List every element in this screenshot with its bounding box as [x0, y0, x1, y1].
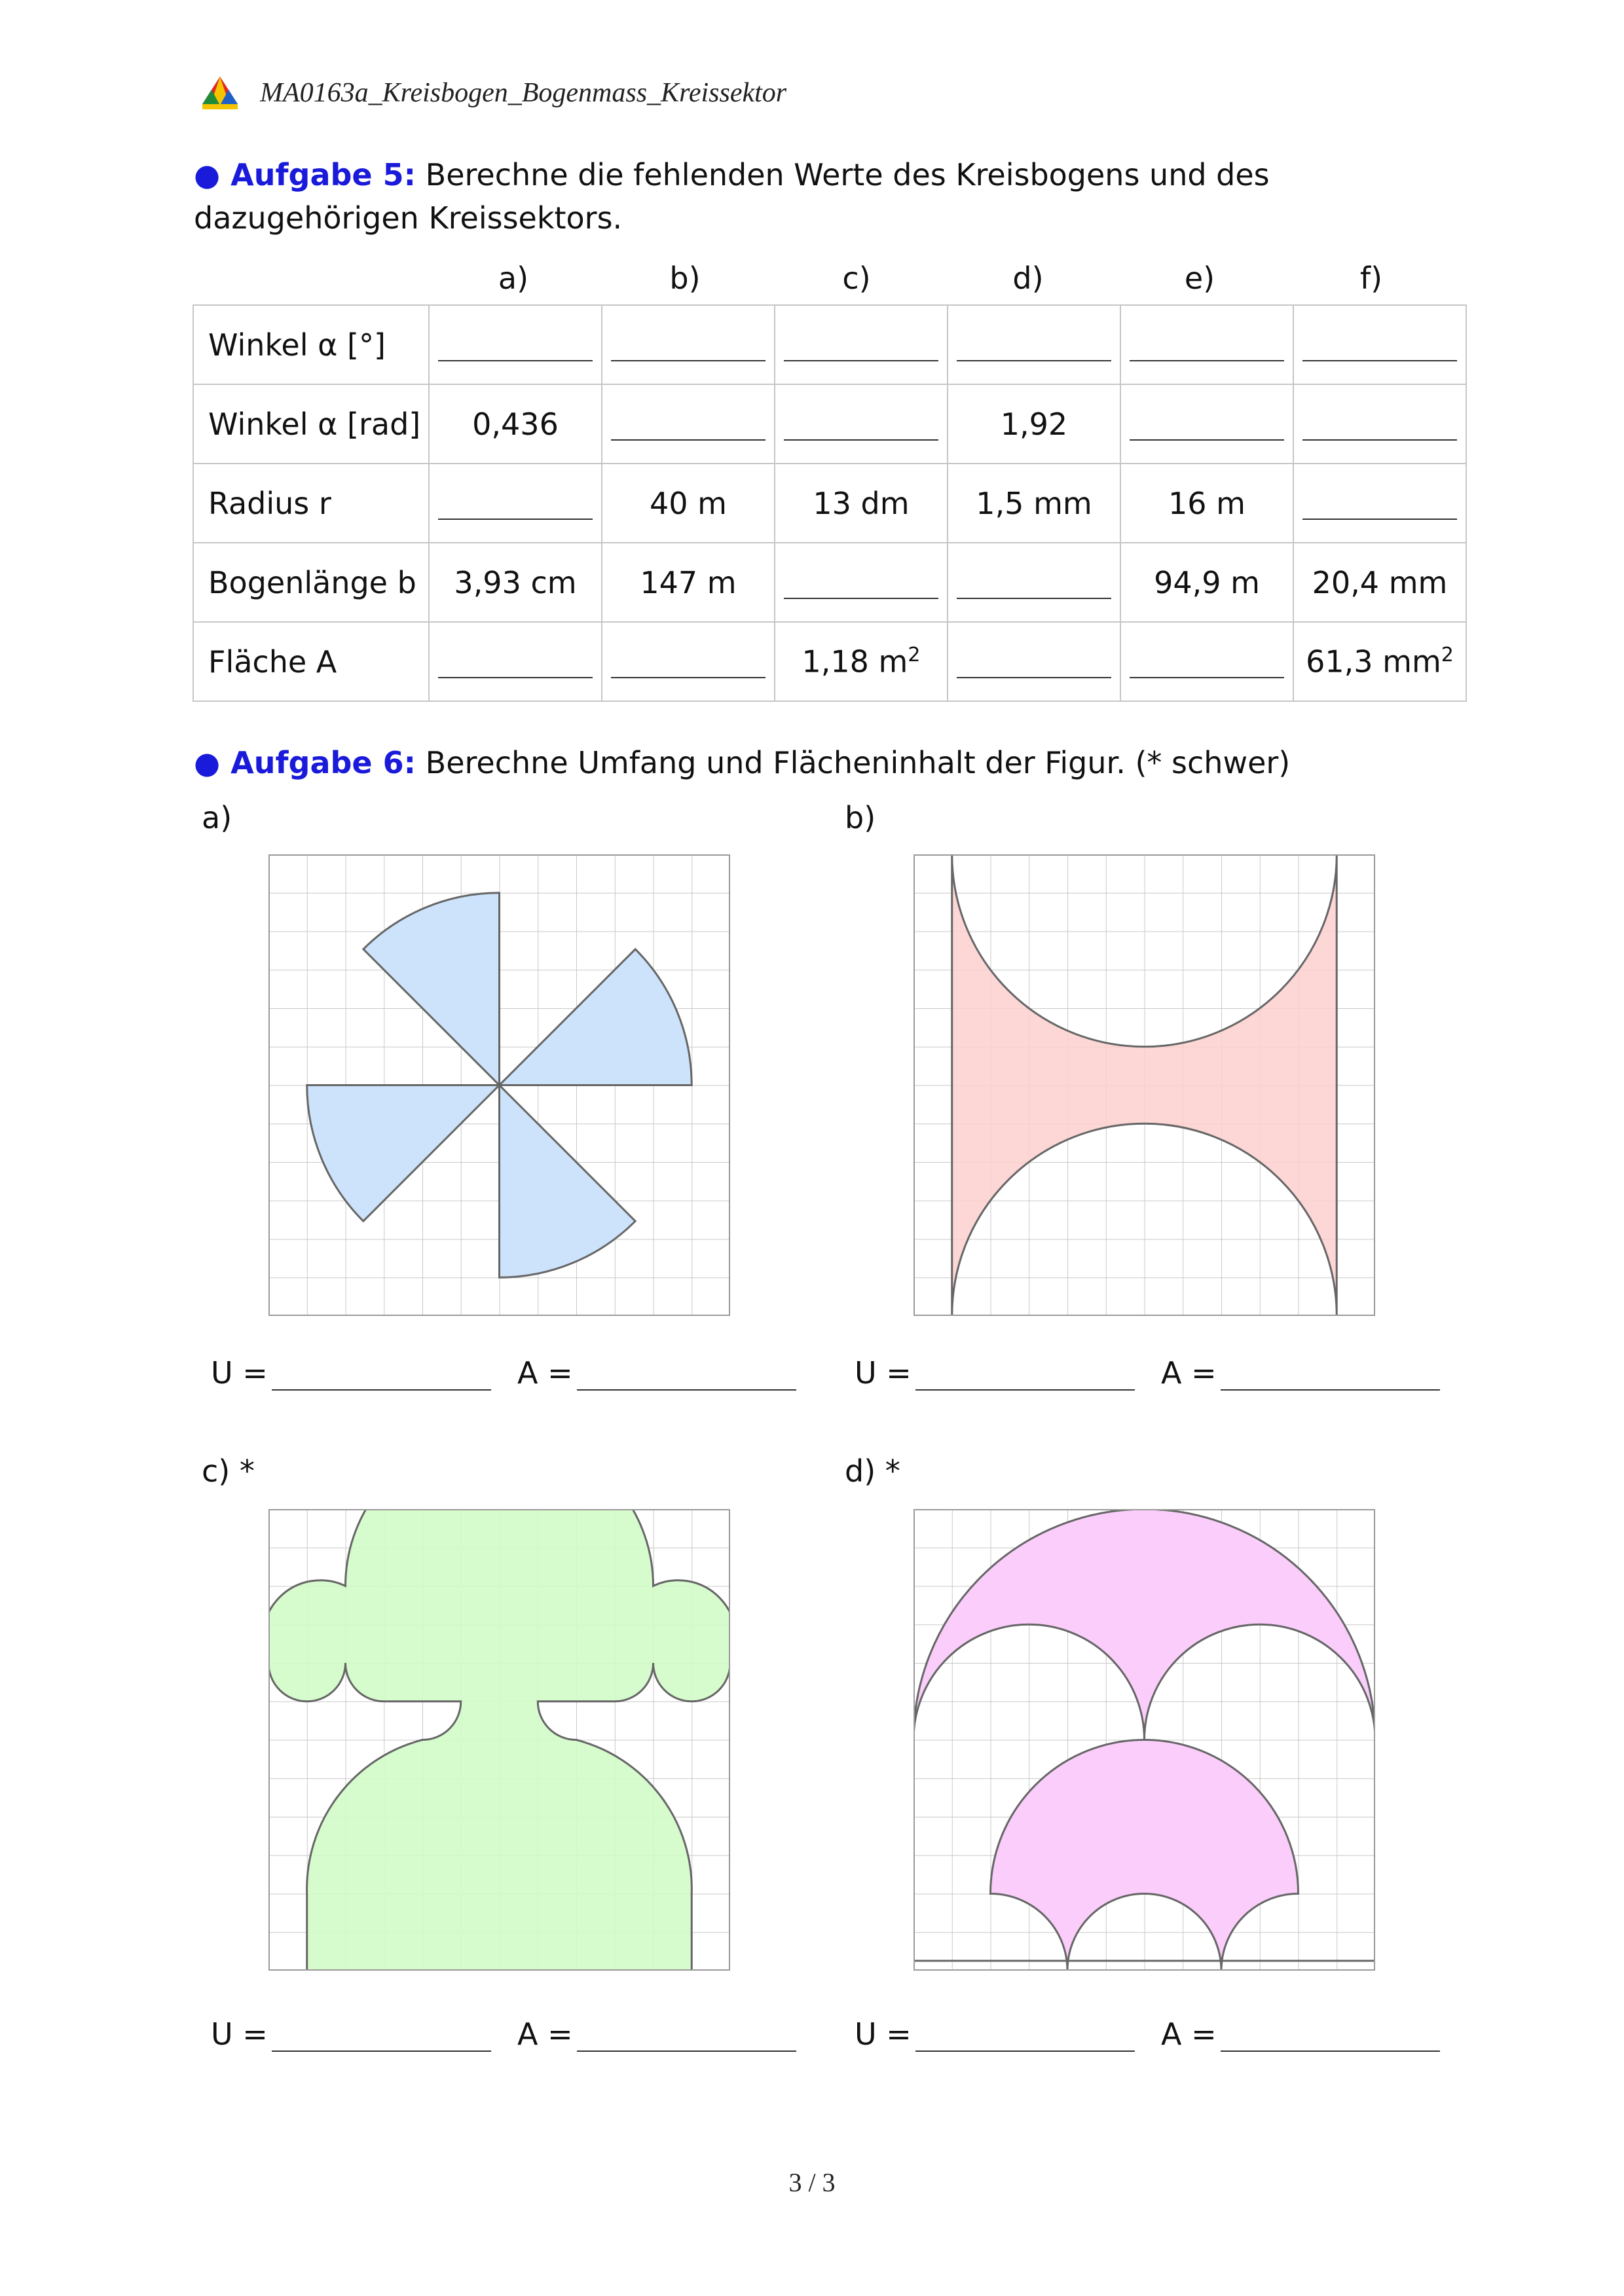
answer-line[interactable] — [915, 1363, 1135, 1391]
blank-cell[interactable] — [775, 543, 948, 622]
answer-c-perimeter[interactable] — [211, 2016, 491, 2052]
figure-d-crescent-shape — [913, 1509, 1375, 1971]
arc-values-table — [193, 304, 1467, 702]
table-row — [193, 622, 1466, 701]
value-cell — [1120, 464, 1293, 543]
page-header — [200, 73, 786, 113]
table-row — [193, 543, 1466, 622]
cell-value: 20,4 mm — [1312, 564, 1448, 600]
blank-answer-line[interactable] — [611, 359, 766, 361]
cell-value: 16 m — [1168, 485, 1246, 521]
area-label: A = — [517, 2016, 573, 2052]
cell-value: 147 m — [640, 564, 737, 600]
figure-c-label: c) * — [202, 1453, 255, 1489]
answer-c-area[interactable] — [517, 2016, 796, 2052]
blank-cell[interactable] — [1120, 384, 1293, 464]
blank-answer-line[interactable] — [784, 438, 938, 441]
row-label: Bogenlänge b — [193, 543, 429, 622]
value-cell — [602, 464, 775, 543]
task5-text: Berechne die fehlenden Werte des Kreisbogens und des dazugehörigen Kreissektors. — [194, 157, 1270, 236]
cell-value: 40 m — [650, 485, 727, 521]
value-cell — [602, 543, 775, 622]
answer-line[interactable] — [577, 1363, 796, 1391]
task6-instruction — [194, 741, 1477, 784]
blank-cell[interactable] — [602, 305, 775, 384]
blank-answer-line[interactable] — [438, 676, 593, 678]
value-cell — [1120, 543, 1293, 622]
answer-line[interactable] — [915, 2024, 1135, 2052]
column-header-a: a) — [498, 261, 529, 296]
blank-cell[interactable] — [1120, 305, 1293, 384]
row-label: Winkel α [°] — [193, 305, 429, 384]
column-header-f: f) — [1359, 261, 1383, 296]
blank-answer-line[interactable] — [1302, 438, 1457, 441]
figure-d-label: d) * — [845, 1453, 900, 1489]
cell-value: 1,18 m — [802, 644, 908, 680]
document-title: MA0163a_Kreisbogen_Bogenmass_Kreissektor — [260, 78, 787, 108]
figure-c-tree-shape — [268, 1509, 730, 1971]
table-row — [193, 464, 1466, 543]
blank-cell[interactable] — [1293, 305, 1466, 384]
value-cell — [775, 622, 948, 701]
value-cell — [948, 384, 1120, 464]
blank-answer-line[interactable] — [957, 676, 1111, 678]
blank-answer-line[interactable] — [957, 596, 1111, 599]
blank-cell[interactable] — [1293, 464, 1466, 543]
answer-line[interactable] — [577, 2024, 796, 2052]
table-row — [193, 305, 1466, 384]
task5-label: ● Aufgabe 5: — [194, 157, 416, 192]
figure-a-label: a) — [202, 800, 232, 835]
answer-a-area[interactable] — [517, 1355, 796, 1391]
page-number: 3 / 3 — [788, 2168, 836, 2197]
blank-cell[interactable] — [429, 464, 602, 543]
answer-line[interactable] — [1221, 1363, 1440, 1391]
cell-value: 94,9 m — [1154, 564, 1260, 600]
blank-cell[interactable] — [948, 305, 1120, 384]
cell-value: 1,92 — [1000, 406, 1068, 442]
blank-cell[interactable] — [775, 305, 948, 384]
blank-cell[interactable] — [429, 622, 602, 701]
blank-cell[interactable] — [948, 622, 1120, 701]
perimeter-label: U = — [855, 1355, 912, 1391]
blank-cell[interactable] — [602, 622, 775, 701]
task6-label: ● Aufgabe 6: — [194, 745, 416, 780]
blank-answer-line[interactable] — [1130, 438, 1284, 441]
superscript: 2 — [1441, 644, 1454, 667]
blank-answer-line[interactable] — [1130, 676, 1284, 678]
perimeter-label: U = — [211, 1355, 268, 1391]
blank-answer-line[interactable] — [438, 359, 593, 361]
value-cell — [948, 464, 1120, 543]
table-row — [193, 384, 1466, 464]
value-cell — [1293, 543, 1466, 622]
cell-value: 0,436 — [472, 406, 559, 442]
value-cell — [1293, 622, 1466, 701]
column-header-d: d) — [1012, 261, 1044, 296]
answer-line[interactable] — [272, 1363, 491, 1391]
figure-a-pinwheel-sectors — [268, 854, 730, 1316]
column-header-b: b) — [669, 261, 701, 296]
answer-d-perimeter[interactable] — [855, 2016, 1135, 2052]
colorful-mountain-logo-icon — [200, 75, 240, 111]
cell-value: 13 dm — [813, 485, 910, 521]
figure-b-label: b) — [845, 800, 876, 835]
row-label: Radius r — [193, 464, 429, 543]
area-label: A = — [1161, 1355, 1217, 1391]
answer-d-area[interactable] — [1161, 2016, 1440, 2052]
blank-answer-line[interactable] — [784, 359, 938, 361]
cell-value: 1,5 mm — [976, 485, 1092, 521]
column-header-c: c) — [842, 261, 871, 296]
cell-value: 3,93 cm — [454, 564, 577, 600]
task6-text: Berechne Umfang und Flächeninhalt der Figur. (* schwer) — [416, 745, 1291, 780]
value-cell — [775, 464, 948, 543]
perimeter-label: U = — [855, 2016, 912, 2052]
answer-b-area[interactable] — [1161, 1355, 1440, 1391]
answer-line[interactable] — [272, 2024, 491, 2052]
blank-answer-line[interactable] — [784, 596, 938, 599]
blank-cell[interactable] — [429, 305, 602, 384]
blank-answer-line[interactable] — [1130, 359, 1284, 361]
superscript: 2 — [908, 644, 921, 667]
perimeter-label: U = — [211, 2016, 268, 2052]
blank-answer-line[interactable] — [438, 517, 593, 520]
blank-cell[interactable] — [1293, 384, 1466, 464]
blank-answer-line[interactable] — [1302, 359, 1457, 361]
blank-answer-line[interactable] — [611, 676, 766, 678]
row-label: Winkel α [rad] — [193, 384, 429, 464]
blank-cell[interactable] — [948, 543, 1120, 622]
answer-line[interactable] — [1221, 2024, 1440, 2052]
figure-b-arc-cutout — [913, 854, 1375, 1316]
blank-answer-line[interactable] — [957, 359, 1111, 361]
column-header-e: e) — [1184, 261, 1215, 296]
cell-value: 61,3 mm — [1306, 644, 1441, 680]
blank-cell[interactable] — [1120, 622, 1293, 701]
answer-b-perimeter[interactable] — [855, 1355, 1135, 1391]
answer-a-perimeter[interactable] — [211, 1355, 491, 1391]
area-label: A = — [1161, 2016, 1217, 2052]
blank-cell[interactable] — [602, 384, 775, 464]
blank-answer-line[interactable] — [1302, 517, 1457, 520]
row-label: Fläche A — [193, 622, 429, 701]
value-cell — [429, 384, 602, 464]
value-cell — [429, 543, 602, 622]
task5-instruction — [194, 153, 1477, 240]
area-label: A = — [517, 1355, 573, 1391]
blank-answer-line[interactable] — [611, 438, 766, 441]
blank-cell[interactable] — [775, 384, 948, 464]
